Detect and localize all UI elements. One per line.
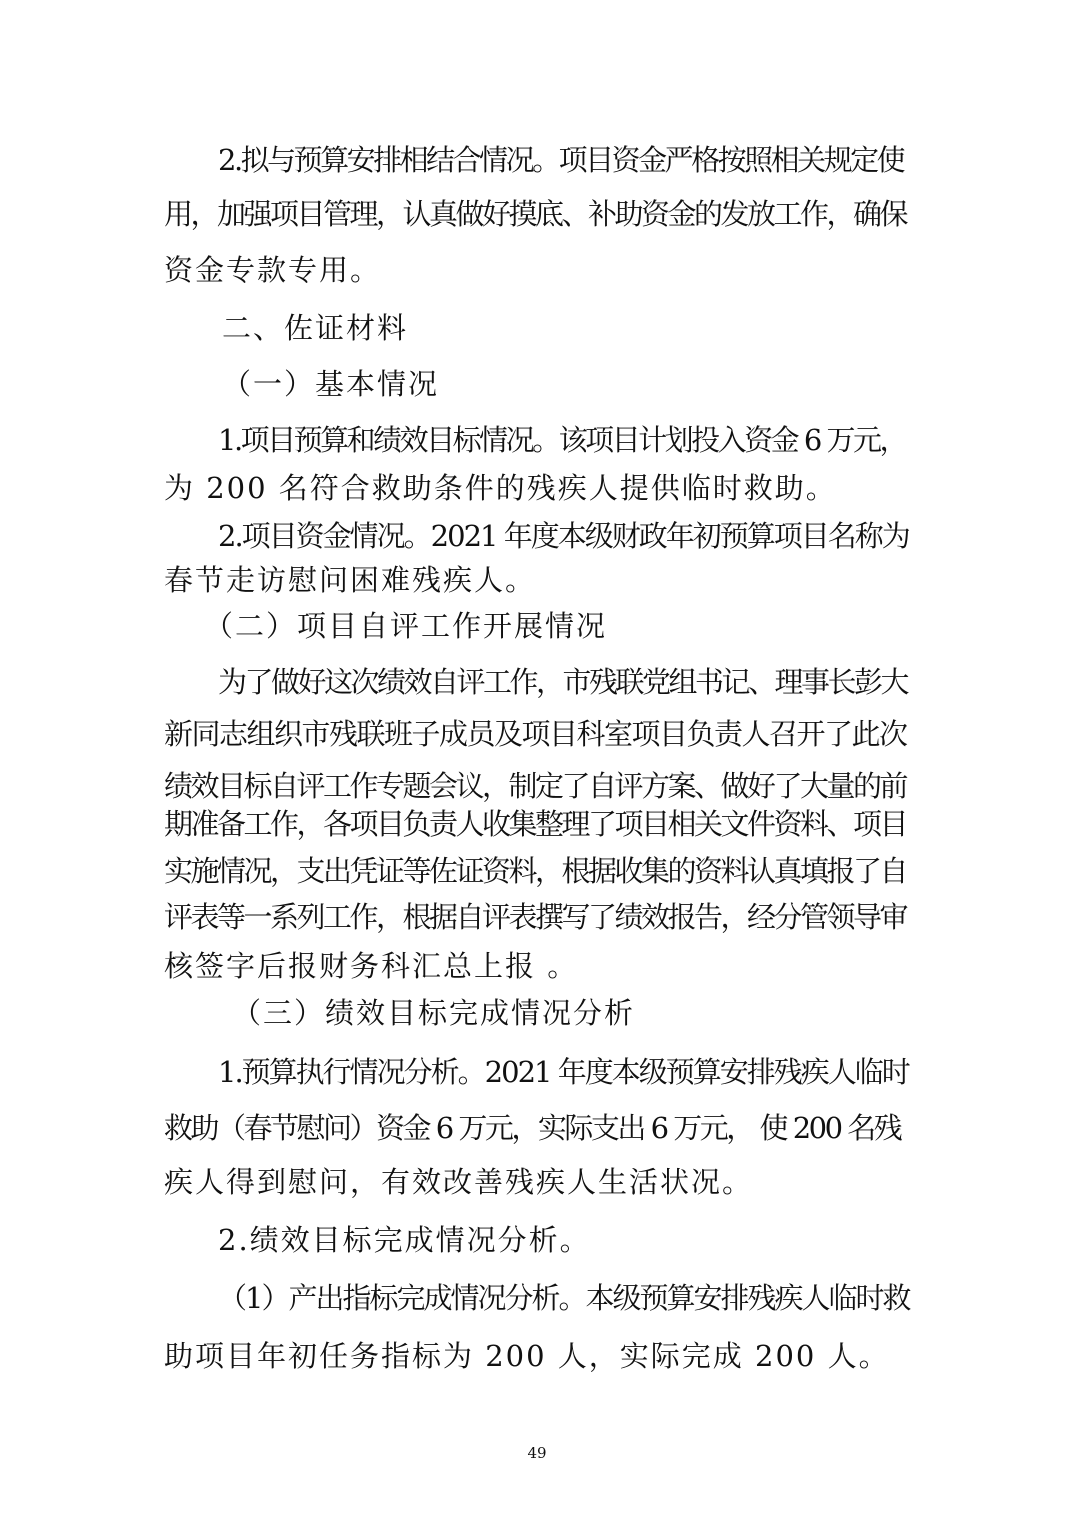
text-line: 实施情况，支出凭证等佐证资料，根据收集的资料认真填报了自 [164, 854, 907, 888]
text-line: 核签字后报财务科汇总上报 。 [164, 949, 579, 983]
subsection-heading: （二）项目自评工作开展情况 [204, 609, 608, 643]
text-line: （1）产出指标完成情况分析。本级预算安排残疾人临时救 [218, 1281, 910, 1315]
text-line: 为了做好这次绩效自评工作，市残联党组书记、理事长彭大 [218, 665, 908, 699]
text-line: 为 200 名符合救助条件的残疾人提供临时救助。 [164, 471, 837, 505]
text-line: 疾人得到慰问，有效改善残疾人生活状况。 [164, 1165, 754, 1199]
page-number: 49 [527, 1444, 547, 1462]
text-line: 用，加强项目管理，认真做好摸底、补助资金的发放工作，确保 [164, 197, 907, 231]
text-line: 新同志组织市残联班子成员及项目科室项目负责人召开了此次 [164, 717, 907, 751]
text-line: 评表等一系列工作，根据自评表撰写了绩效报告，经分管领导审 [164, 900, 907, 934]
text-line: 2.项目资金情况。2021 年度本级财政年初预算项目名称为 [218, 519, 909, 553]
section-heading: 二、佐证材料 [222, 311, 409, 345]
text-line: 期准备工作，各项目负责人收集整理了项目相关文件资料、项目 [164, 807, 907, 841]
text-line: 绩效目标自评工作专题会议，制定了自评方案、做好了大量的前 [164, 769, 907, 803]
text-line: 资金专款专用。 [164, 253, 382, 287]
subsection-heading: （三）绩效目标完成情况分析 [232, 996, 636, 1030]
text-line: 春节走访慰问困难残疾人。 [164, 563, 537, 597]
text-line: 1.预算执行情况分析。2021 年度本级预算安排残疾人临时 [218, 1055, 909, 1089]
text-line: 2.拟与预算安排相结合情况。项目资金严格按照相关规定使 [218, 143, 904, 177]
text-line: 救助（春节慰问）资金 6 万元，实际支出 6 万元， 使 200 名残 [164, 1111, 901, 1145]
text-line: 2.绩效目标完成情况分析。 [218, 1223, 591, 1257]
subsection-heading: （一）基本情况 [222, 367, 440, 401]
text-line: 助项目年初任务指标为 200 人，实际完成 200 人。 [164, 1339, 890, 1373]
text-line: 1.项目预算和绩效目标情况。该项目计划投入资金 6 万元， [218, 423, 907, 457]
